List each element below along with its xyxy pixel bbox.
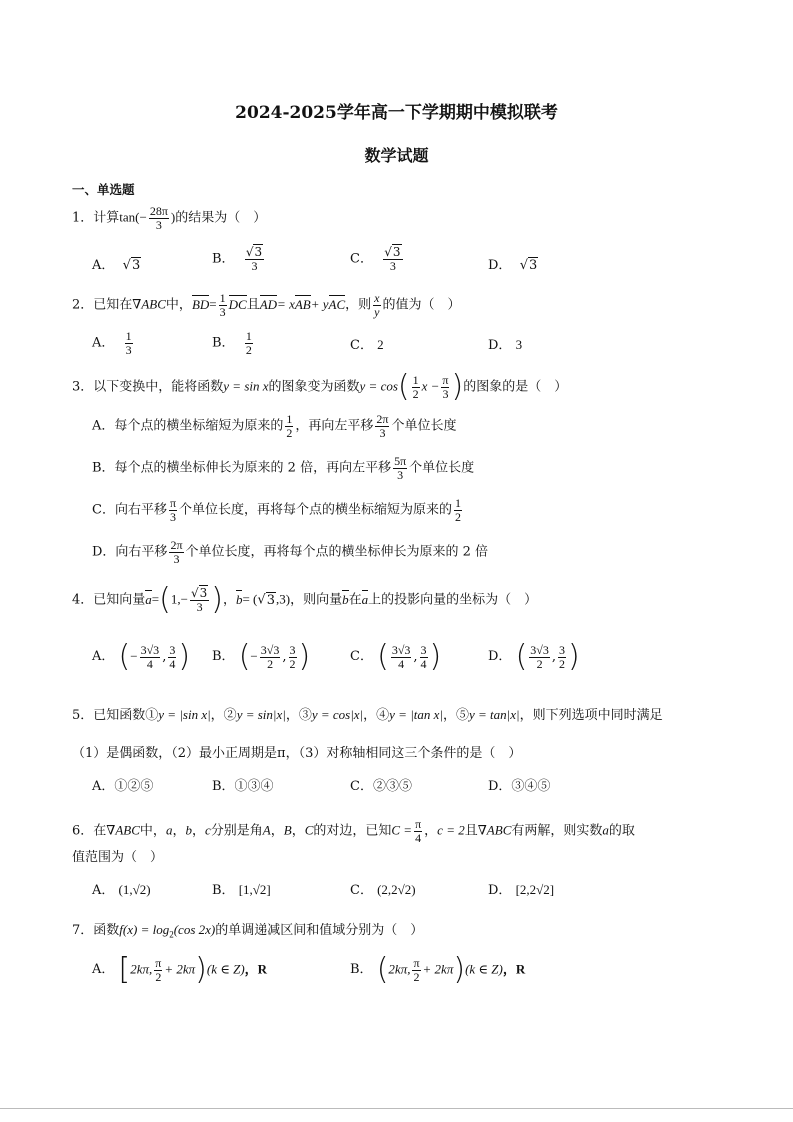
option-text: D．向右平移 [92, 544, 168, 560]
q3-pi-frac [441, 374, 449, 400]
q6-option-a[interactable] [92, 882, 151, 899]
q5-sep: ，② [210, 708, 237, 723]
fraction-den: 2 [155, 969, 162, 984]
q5-function-1: y = |sin x| [158, 707, 211, 722]
option-label: B． [212, 251, 235, 267]
q6-sep: ， [270, 823, 284, 839]
q5-suffix: ，则下列选项中同时满足 [519, 708, 663, 723]
q6-option-d[interactable] [488, 882, 554, 899]
q1-option-c[interactable] [350, 246, 405, 272]
option-text: 个单位长度，再将每个点的横坐标缩短为原来的 [179, 502, 453, 518]
q6-var: B [283, 822, 292, 838]
fraction-num: 3 [559, 642, 566, 657]
q4-text: ， [222, 592, 236, 608]
option-label: A． [92, 649, 115, 665]
fraction-num: 3√3 [391, 642, 411, 657]
left-paren: ( [397, 369, 410, 404]
vector-ac: AC [328, 296, 346, 312]
q5-option-d[interactable]: D．③④⑤ [488, 779, 551, 794]
q6-prefix: 6．在 [72, 823, 107, 839]
fraction-num: 2π [170, 538, 183, 552]
radicand: 3 [392, 245, 401, 259]
q2-plus: + y [310, 296, 329, 312]
q3-option-d[interactable] [92, 539, 488, 565]
fraction-den: 2 [536, 656, 543, 671]
fraction-den: 2 [289, 656, 296, 671]
exam-title: 2024-2025学年高一下学期期中模拟联考 [235, 103, 558, 123]
q6-var: b [185, 822, 192, 838]
fraction-den: 2 [455, 509, 462, 524]
range-value: ，R [244, 961, 268, 977]
fraction-num: 1 [412, 372, 419, 387]
option-sign: − [130, 648, 138, 664]
q3-function-1: y = sin x [223, 378, 269, 394]
q2-text: 且 [246, 297, 260, 313]
fraction-den: 4 [169, 656, 176, 671]
interval-value: 2kπ, [130, 961, 153, 977]
q4-prefix: 4．已知向量 [72, 592, 146, 608]
page-bottom-divider [0, 1108, 793, 1109]
q5-sep: ，③ [285, 708, 312, 723]
question-5 [72, 707, 663, 724]
radicand: 3 [131, 258, 141, 273]
fraction-num: π [415, 817, 422, 831]
fraction-den: 2 [286, 425, 293, 440]
option-fraction [285, 413, 293, 439]
interval-value: + 2kπ [164, 961, 196, 977]
q5-function-5: y = tan|x| [469, 707, 520, 722]
fraction-num: π [442, 372, 449, 387]
q4-eq: = [151, 591, 160, 607]
q4-option-d[interactable]: D． ( $\frac{3√3}{2}$ , $\frac{3}{2}$ ) [488, 639, 580, 674]
q4-option-a[interactable]: A． (− $\frac{3√3}{4}$ , $\frac{3}{4}$ ) [92, 639, 191, 674]
q6-triangle: ∇ABC [477, 822, 512, 838]
q6-var: c [204, 822, 211, 838]
fraction-num: 3√3 [140, 642, 160, 657]
option-label: D． [488, 649, 512, 665]
q6-eq: C = [391, 822, 413, 838]
q2-option-d[interactable] [488, 337, 522, 354]
fraction-den: 3 [397, 467, 404, 482]
q7-suffix: 的单调递减区间和值域分别为（ ） [215, 923, 424, 938]
q1-option-b[interactable] [212, 246, 266, 272]
q5-option-c[interactable]: C．②③⑤ [350, 779, 412, 794]
fraction-num: 1 [286, 412, 293, 426]
option-text: ，再向左平移 [295, 418, 374, 434]
q2-option-b[interactable] [212, 330, 255, 356]
q3-frac [412, 374, 420, 400]
fraction-den: 4 [398, 656, 405, 671]
fraction-num: 3√3 [530, 642, 549, 657]
q2-eq: = x [277, 296, 295, 312]
q5-prefix: 5．已知函数① [72, 708, 159, 723]
question-4: 4．已知向量a=(1,− $\frac{√3}{3}$ )，b= (√3,3)，则向量b在a上的投影向量的坐标为（ ） [72, 582, 538, 617]
q6-text: 有两解，则实数 [511, 823, 603, 839]
q2-suffix: 的值为（ ） [382, 297, 461, 313]
option-value: [1,√2] [238, 882, 271, 897]
interval-k: (k ∈ Z) [206, 961, 245, 977]
q5-function-2: y = sin|x| [236, 707, 286, 722]
q6-frac [414, 818, 422, 844]
fraction-den: 3 [389, 258, 396, 273]
q6-var: C [304, 822, 314, 838]
q2-option-c[interactable] [350, 337, 384, 354]
q6-var: a [165, 822, 173, 838]
q6-text: 且 [464, 823, 478, 839]
option-label: A． [92, 335, 115, 351]
question-1 [72, 205, 266, 231]
fraction-den: 4 [146, 656, 153, 671]
fraction-num: x [374, 291, 380, 305]
fraction-den: 3 [173, 551, 180, 566]
option-label: C． [350, 338, 373, 353]
q3-text: 的图象变为函数 [268, 379, 360, 395]
option-fraction [529, 644, 550, 670]
option-text: 个单位长度 [391, 418, 457, 434]
vector-ad: AD [259, 296, 278, 312]
option-value: 3 [515, 337, 523, 352]
q4-component: 1,− [170, 591, 188, 607]
q2-triangle: ∇ABC [132, 296, 166, 312]
option-fraction [168, 644, 176, 670]
option-text: 个单位长度，再将每个点的横坐标伸长为原来的 2 倍 [185, 544, 489, 560]
sqrt-value: √3 [257, 592, 275, 608]
fraction-den: 2 [413, 969, 420, 984]
q2-xy-fraction [373, 292, 380, 318]
q2-text: ，则 [345, 297, 372, 313]
q1-fraction [149, 205, 169, 231]
q4-component: ,3) [275, 591, 291, 607]
q6-var: a [602, 822, 609, 838]
option-label: A． [92, 258, 115, 273]
fraction-num: √3 [384, 245, 401, 259]
vector-a: a [145, 591, 152, 607]
fraction-num: 1 [219, 291, 226, 305]
question-3 [72, 369, 568, 404]
option-fraction [125, 330, 133, 356]
q4-option-b[interactable]: B． (− $\frac{3√3}{2}$ , $\frac{3}{2}$ ) [212, 639, 311, 674]
vector-dc: DC [228, 296, 247, 312]
option-value: 2 [377, 337, 384, 352]
q5-sep: ，⑤ [442, 708, 469, 723]
option-fraction [412, 957, 420, 983]
option-fraction [140, 644, 161, 670]
vector-ab: AB [294, 296, 311, 312]
option-fraction [375, 413, 389, 439]
fraction-den: 3 [196, 599, 203, 614]
interval-value: + 2kπ [422, 961, 454, 977]
q1-num: 28π [149, 204, 168, 218]
option-fraction [383, 246, 402, 272]
right-paren: ) [451, 369, 464, 404]
question-5-line-2: （1）是偶函数，（2）最小正周期是π，（3）对称轴相同这三个条件的是（ ） [72, 746, 522, 761]
q5-function-3: y = cos|x| [311, 707, 364, 722]
fraction-den: 3 [251, 258, 258, 273]
q4-text: ，则向量 [290, 592, 343, 608]
option-sign: − [250, 648, 258, 664]
q7-option-a[interactable] [92, 952, 268, 987]
fraction-num: 3 [420, 642, 427, 657]
radicand: 3 [266, 592, 275, 608]
option-value: (1,√2) [118, 882, 151, 897]
vector-b: b [235, 591, 243, 607]
q2-eq: = [209, 296, 217, 312]
exam-subtitle: 数学试题 [364, 146, 429, 165]
interval-k: (k ∈ Z) [465, 961, 503, 977]
left-paren: ( [159, 582, 171, 617]
q6-text: 中， [139, 823, 166, 839]
q7-arg: (cos 2x) [173, 922, 216, 937]
q5-option-a[interactable]: A．①②⑤ [92, 779, 154, 794]
fraction-num: π [413, 955, 420, 970]
fraction-num: 1 [455, 496, 462, 510]
interval-open: [ [118, 952, 131, 987]
q4-eq: = ( [242, 591, 258, 607]
sqrt-value: √3 [519, 258, 538, 273]
q7-option-b[interactable] [350, 952, 526, 987]
option-fraction [169, 497, 177, 523]
option-fraction [289, 644, 297, 670]
fraction-den: y [374, 304, 380, 319]
interval-close: ) [453, 952, 466, 987]
q2-text: 中， [165, 297, 192, 313]
fraction-den: 2 [412, 386, 419, 401]
q7-function: f(x) = log [119, 922, 170, 937]
q3-x: x − [421, 378, 440, 394]
option-label: C． [350, 883, 373, 898]
fraction-den: 3 [379, 425, 386, 440]
q1-option-a[interactable] [92, 258, 141, 274]
option-text: A．每个点的横坐标缩短为原来的 [92, 418, 284, 434]
option-label: C． [350, 649, 373, 665]
fraction-num: π [155, 955, 162, 970]
fraction-den: 2 [245, 342, 252, 357]
fraction-num: 1 [125, 329, 132, 343]
option-label: B． [212, 335, 235, 351]
interval-close: ) [195, 952, 207, 987]
fraction-den: 3 [442, 386, 449, 401]
option-fraction [558, 644, 566, 670]
option-label: A． [92, 883, 115, 898]
option-label: B． [212, 883, 235, 898]
fraction-num: 3 [289, 642, 296, 657]
q4-text: 在 [348, 592, 362, 608]
fraction-den: 4 [415, 830, 422, 845]
option-label: D． [488, 258, 512, 273]
q5-sep: ，④ [363, 708, 390, 723]
q6-text: 分别是角 [210, 823, 263, 839]
q4-option-c[interactable]: C． ( $\frac{3√3}{4}$ , $\frac{3}{4}$ ) [350, 639, 442, 674]
fraction-num: 3 [169, 642, 176, 657]
fraction-den: 2 [267, 656, 274, 671]
option-fraction [245, 246, 264, 272]
option-label: B． [350, 962, 373, 978]
option-fraction [245, 330, 253, 356]
option-label: A． [92, 962, 115, 978]
option-text: B．每个点的横坐标伸长为原来的 2 倍，再向左平移 [92, 460, 392, 476]
q1-den: 3 [155, 217, 162, 232]
option-fraction [169, 539, 183, 565]
q6-option-c[interactable] [350, 882, 416, 899]
option-label: D． [488, 338, 512, 353]
question-2 [72, 292, 461, 318]
q3-suffix: 的图象的是（ ） [463, 379, 568, 395]
option-fraction [154, 957, 162, 983]
question-7 [72, 922, 423, 940]
q6-option-b[interactable] [212, 882, 271, 899]
q5-option-b[interactable]: B．①③④ [212, 779, 274, 794]
q6-var: A [262, 822, 271, 838]
q6-text: 的对边，已知 [313, 823, 392, 839]
option-text: C．向右平移 [92, 502, 167, 518]
q4-frac [190, 587, 209, 613]
option-value: [2,2√2] [515, 882, 555, 897]
sqrt-value: √3 [122, 258, 141, 273]
fraction-den: 3 [219, 304, 226, 319]
q7-prefix: 7．函数 [72, 923, 120, 938]
fraction-num: √3 [190, 585, 208, 600]
fraction-num: 3√3 [260, 642, 280, 657]
q1-rparen: ) [170, 209, 176, 225]
q2-prefix: 2．已知在 [72, 297, 133, 313]
vector-bd: BD [191, 296, 210, 312]
fraction-num: 1 [245, 329, 252, 343]
fraction-num: π [169, 496, 177, 510]
q6-suffix: 的取 [608, 823, 635, 839]
q2-fraction [219, 292, 227, 318]
option-fraction [454, 497, 462, 523]
option-fraction [260, 644, 281, 670]
q5-function-4: y = |tan x| [389, 707, 443, 722]
fraction-den: 4 [420, 656, 427, 671]
option-value: (2,2√2) [377, 882, 416, 897]
fraction-den: 3 [125, 342, 132, 357]
q2-option-a[interactable] [92, 330, 135, 356]
radicand: 3 [529, 258, 538, 273]
fraction-num: 5π [394, 454, 407, 468]
q1-lparen: (− [135, 209, 147, 225]
right-paren: ) [211, 582, 223, 617]
option-text: 个单位长度 [409, 460, 475, 476]
q1-suffix: 的结果为（ ） [175, 210, 267, 226]
q3-option-b[interactable] [92, 455, 474, 481]
question-6 [72, 818, 635, 844]
q6-sep: ， [172, 823, 186, 839]
q4-suffix: 上的投影向量的坐标为（ ） [368, 592, 538, 608]
fraction-num: 2π [376, 412, 389, 426]
q1-prefix: 1．计算 [72, 210, 120, 226]
option-label: C． [350, 251, 373, 267]
q6-sep: ， [291, 823, 305, 839]
fraction-den: 3 [169, 509, 176, 524]
question-6-line-2: 值范围为（ ） [72, 850, 164, 865]
option-label: B． [212, 649, 235, 665]
q6-sep: ， [424, 823, 438, 839]
q3-option-c[interactable] [92, 497, 464, 523]
q3-function-2: y = cos [359, 378, 398, 394]
q3-prefix: 3．以下变换中，能将函数 [72, 379, 224, 395]
q6-eq: c = 2 [437, 822, 465, 838]
q6-triangle: ∇ABC [106, 822, 140, 838]
interval-open: ( [376, 952, 389, 987]
q6-sep: ， [191, 823, 205, 839]
option-fraction [393, 455, 407, 481]
q1-fn: tan [119, 209, 136, 225]
option-fraction [420, 644, 428, 670]
radicand: 3 [199, 585, 208, 600]
fraction-num: √3 [245, 245, 263, 259]
fraction-den: 2 [559, 656, 566, 671]
section-title: 一、单选题 [72, 182, 135, 197]
range-value: ，R [502, 961, 526, 977]
q7-log-base: 2 [169, 929, 174, 940]
radicand: 3 [254, 245, 263, 259]
q1-option-d[interactable] [488, 258, 538, 274]
q3-option-a[interactable] [92, 413, 456, 439]
option-fraction [391, 644, 412, 670]
option-label: D． [488, 883, 512, 898]
interval-value: 2kπ, [388, 961, 411, 977]
